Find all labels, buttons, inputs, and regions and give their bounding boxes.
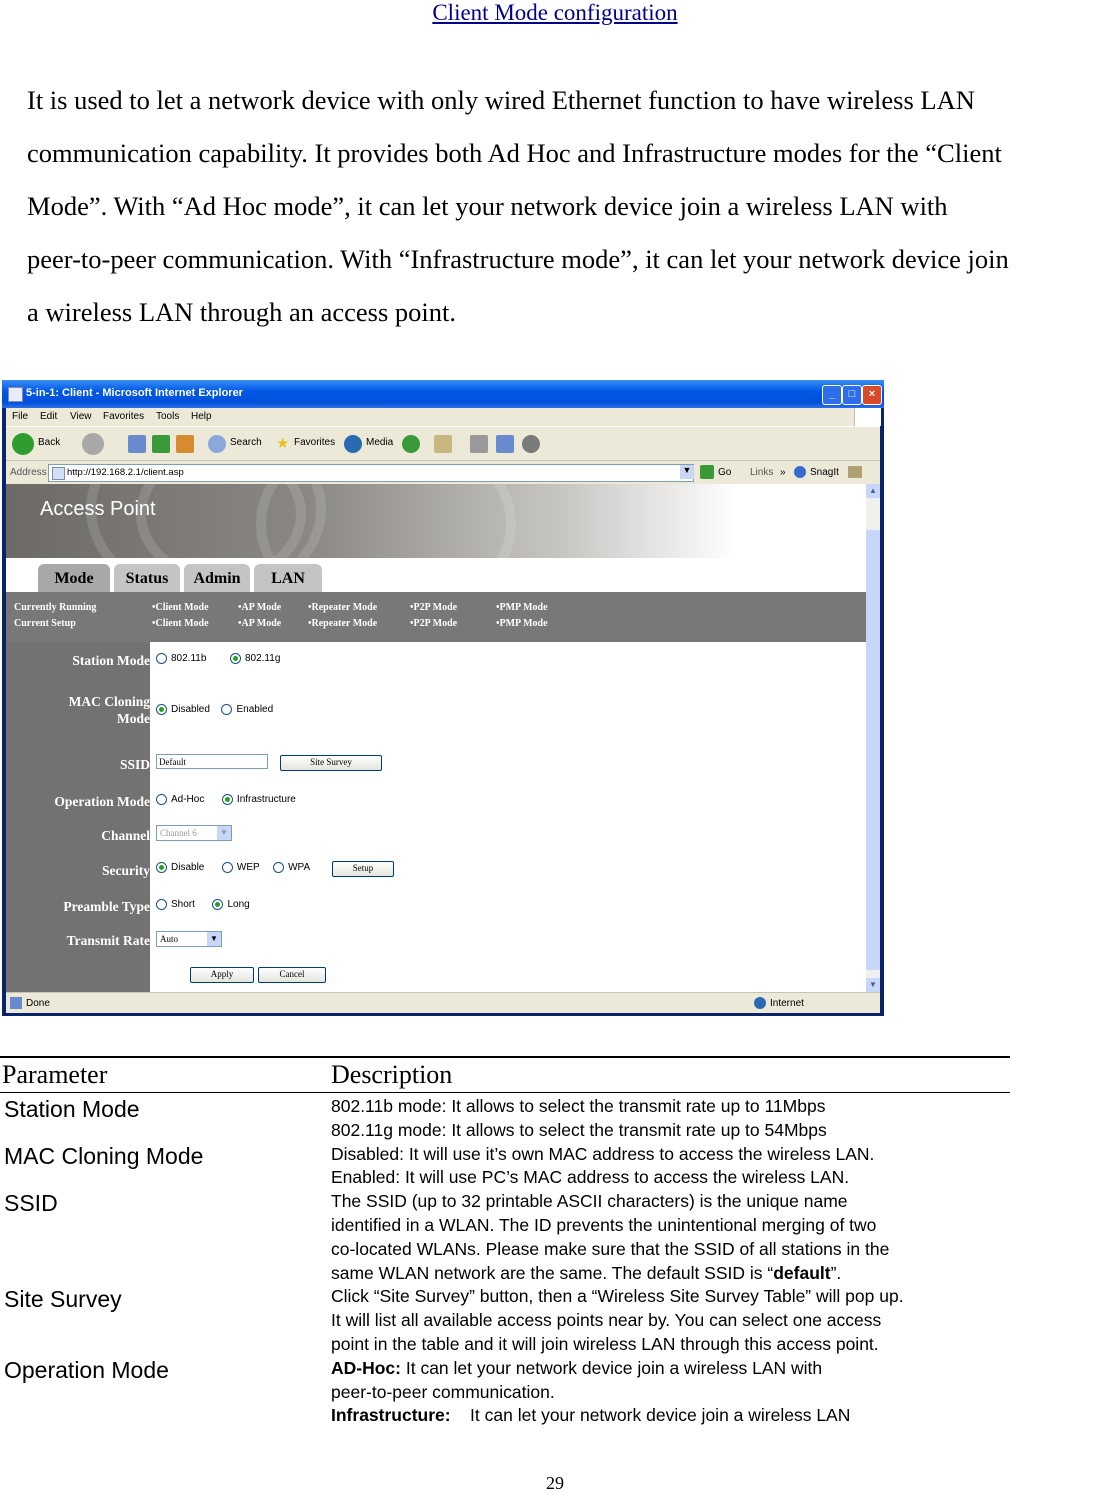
title-bar <box>2 380 884 408</box>
search-label[interactable]: Search <box>230 437 262 448</box>
site-survey-button[interactable]: Site Survey <box>280 755 382 771</box>
menu-favorites[interactable]: Favorites <box>103 411 145 422</box>
running-mode: •AP Mode <box>238 602 282 613</box>
station-mode-label: Station Mode <box>72 653 150 668</box>
desc-line: 802.11g mode: It allows to select the transmit rate up to 54Mbps <box>331 1119 827 1140</box>
radio-wep[interactable] <box>222 862 233 873</box>
security-label: Security <box>102 863 150 878</box>
window-title: 5-in-1: Client - Microsoft Internet Explorer <box>26 387 243 399</box>
transmit-rate-label: Transmit Rate <box>66 933 150 948</box>
ssid-input[interactable]: Default <box>156 754 268 769</box>
page-content <box>6 484 866 992</box>
capture-icon[interactable] <box>848 466 862 478</box>
favorites-label[interactable]: Favorites <box>294 437 336 448</box>
preamble-options <box>156 899 250 910</box>
chevron-right-icon[interactable]: » <box>780 467 786 478</box>
option-label: 802.11b <box>171 653 207 665</box>
column-header-description: Description <box>331 1060 453 1089</box>
desc-text: ”. <box>830 1262 842 1283</box>
desc-line: The SSID (up to 32 printable ASCII characters) is the unique name <box>331 1191 848 1212</box>
stop-icon[interactable] <box>128 435 146 453</box>
desc-line <box>331 1357 1021 1381</box>
tab-lan[interactable]: LAN <box>254 564 322 592</box>
logo: Access Point <box>40 498 156 520</box>
desc-line <box>331 1404 1021 1428</box>
print-icon[interactable] <box>470 435 488 453</box>
favorites-icon[interactable]: ★ <box>276 435 290 452</box>
radio-disable[interactable] <box>156 862 167 873</box>
back-icon[interactable] <box>12 433 34 455</box>
current-setup-label: Current Setup <box>14 618 76 629</box>
desc-text: It can let your network device join a wireless LAN <box>450 1405 851 1426</box>
desc-line: Click “Site Survey” button, then a “Wireless Site Survey Table” will pop up. <box>331 1286 904 1307</box>
zone-text: Internet <box>770 998 804 1009</box>
apply-button[interactable]: Apply <box>190 967 254 983</box>
option-label: 802.11g <box>244 653 281 665</box>
radio-short[interactable] <box>156 899 167 910</box>
address-bar <box>6 460 880 485</box>
radio-infrastructure[interactable] <box>222 794 233 805</box>
menu-help[interactable]: Help <box>191 411 212 422</box>
desc-line: Enabled: It will use PC’s MAC address to access the wireless LAN. <box>331 1167 850 1188</box>
desc-line: point in the table and it will join wireless LAN through this access point. <box>331 1333 879 1354</box>
setup-mode: •AP Mode <box>238 618 282 629</box>
currently-running-label: Currently Running <box>14 602 97 613</box>
section-title: Client Mode configuration <box>432 0 678 25</box>
option-label: Long <box>227 899 250 911</box>
address-input[interactable] <box>48 464 694 482</box>
menu-bar <box>6 408 880 426</box>
desc-text: same WLAN network are the same. The default SSID is “ <box>331 1262 774 1283</box>
globe-icon <box>754 997 766 1009</box>
operation-mode-options <box>156 794 296 805</box>
intro-paragraph <box>27 74 1097 339</box>
menu-file[interactable]: File <box>12 411 29 422</box>
param-name: MAC Cloning Mode <box>4 1143 204 1169</box>
mode-status-bar <box>6 592 866 642</box>
address-value: http://192.168.2.1/client.asp <box>67 467 184 478</box>
menu-edit[interactable]: Edit <box>40 411 58 422</box>
mail-icon[interactable] <box>434 435 452 453</box>
setup-mode: •PMP Mode <box>496 618 548 629</box>
snagit-icon[interactable] <box>794 466 806 478</box>
snagit-label[interactable]: SnagIt <box>810 467 839 478</box>
radio-enabled[interactable] <box>221 704 232 715</box>
mac-cloning-options <box>156 704 273 715</box>
page-done-icon <box>10 997 22 1009</box>
desc-line: 802.11b mode: It allows to select the transmit rate up to 11Mbps <box>331 1096 826 1116</box>
back-label[interactable]: Back <box>38 437 61 448</box>
intro-line: Mode”. With “Ad Hoc mode”, it can let your network device join a wireless LAN with <box>27 191 948 221</box>
field-label-column <box>6 642 150 992</box>
radio-adhoc[interactable] <box>156 794 167 805</box>
intro-line: peer-to-peer communication. With “Infrastructure mode”, it can let your network device join <box>27 244 1009 274</box>
menu-tools[interactable]: Tools <box>156 411 180 422</box>
running-mode: •Client Mode <box>152 602 209 613</box>
radio-80211g[interactable] <box>230 653 241 664</box>
ie-icon <box>8 387 23 402</box>
option-label: WEP <box>236 862 260 874</box>
channel-value: Channel 6 <box>160 828 197 838</box>
page-number: 29 <box>546 1473 564 1493</box>
address-label: Address <box>10 467 47 478</box>
station-mode-options <box>156 653 280 664</box>
option-label: WPA <box>288 862 311 874</box>
toolbar <box>6 426 880 461</box>
security-setup-button[interactable]: Setup <box>332 861 394 877</box>
media-label[interactable]: Media <box>366 437 394 448</box>
page-icon <box>52 467 65 480</box>
windows-logo-icon <box>854 408 881 426</box>
status-bar <box>6 992 880 1013</box>
desc-line: peer-to-peer communication. <box>331 1381 555 1402</box>
desc-line <box>331 1262 1021 1286</box>
cancel-button[interactable]: Cancel <box>258 967 326 983</box>
intro-line: a wireless LAN through an access point. <box>27 297 457 327</box>
scroll-thumb[interactable] <box>866 530 880 970</box>
channel-label: Channel <box>101 828 150 843</box>
scroll-up-icon[interactable]: ▲ <box>866 484 880 498</box>
mac-cloning-label: MAC Cloning <box>68 694 150 709</box>
option-label: Disabled <box>171 704 210 716</box>
edit-icon[interactable] <box>496 435 514 453</box>
radio-long[interactable] <box>212 899 223 910</box>
security-options <box>156 862 310 873</box>
menu-view[interactable]: View <box>70 411 92 422</box>
messenger-icon[interactable] <box>522 435 540 453</box>
intro-line: communication capability. It provides both Ad Hoc and Infrastructure modes for the “Client <box>27 138 1002 168</box>
status-text: Done <box>26 998 50 1009</box>
option-label: Ad-Hoc <box>171 794 205 806</box>
option-label: Infrastructure <box>236 794 296 806</box>
param-name: Site Survey <box>4 1286 122 1312</box>
running-mode: •P2P Mode <box>410 602 458 613</box>
setup-mode: •P2P Mode <box>410 618 458 629</box>
description-block <box>331 1095 1021 1428</box>
running-mode: •Repeater Mode <box>308 602 378 613</box>
mac-cloning-label-2: Mode <box>117 711 150 726</box>
setup-mode: •Repeater Mode <box>308 618 378 629</box>
scroll-down-icon[interactable]: ▼ <box>866 978 880 992</box>
go-label[interactable]: Go <box>718 467 732 478</box>
column-header-parameter: Parameter <box>2 1060 108 1089</box>
chevron-down-icon: ▼ <box>217 826 231 840</box>
desc-line: Disabled: It will use it’s own MAC address to access the wireless LAN. <box>331 1143 875 1164</box>
close-button[interactable]: × <box>862 385 882 405</box>
desc-line: co-located WLANs. Please make sure that the SSID of all stations in the <box>331 1238 890 1259</box>
radio-80211b[interactable] <box>156 653 167 664</box>
preamble-label: Preamble Type <box>63 899 150 914</box>
intro-line: It is used to let a network device with only wired Ethernet function to have wireless LAN <box>27 85 975 115</box>
search-icon[interactable] <box>208 435 226 453</box>
running-mode: •PMP Mode <box>496 602 548 613</box>
desc-bold: default <box>773 1262 831 1283</box>
forward-icon[interactable] <box>82 433 104 455</box>
param-name: SSID <box>4 1190 58 1216</box>
desc-line: identified in a WLAN. The ID prevents the unintentional merging of two <box>331 1214 877 1235</box>
browser-window <box>2 380 884 1016</box>
desc-text: It can let your network device join a wireless LAN with <box>401 1357 823 1378</box>
media-icon[interactable] <box>344 435 362 453</box>
param-name: Operation Mode <box>4 1357 169 1383</box>
address-dropdown-icon[interactable]: ▼ <box>680 465 694 479</box>
desc-bold: AD-Hoc: <box>331 1357 401 1378</box>
home-icon[interactable] <box>176 435 194 453</box>
channel-select[interactable] <box>156 825 232 841</box>
tab-mode[interactable]: Mode <box>38 564 110 592</box>
option-label: Enabled <box>236 704 274 716</box>
tab-status[interactable]: Status <box>114 564 180 592</box>
radio-disabled[interactable] <box>156 704 167 715</box>
option-label: Disable <box>171 862 205 874</box>
tab-admin[interactable]: Admin <box>184 564 250 592</box>
transmit-rate-select[interactable] <box>156 931 222 947</box>
operation-mode-label: Operation Mode <box>54 794 150 809</box>
refresh-icon[interactable] <box>152 435 170 453</box>
table-header-rule <box>0 1092 1010 1093</box>
history-icon[interactable] <box>402 435 420 453</box>
ssid-label: SSID <box>119 757 150 772</box>
radio-wpa[interactable] <box>273 862 284 873</box>
transmit-rate-value: Auto <box>160 934 178 944</box>
chevron-down-icon: ▼ <box>207 932 221 946</box>
minimize-button[interactable]: _ <box>822 385 842 405</box>
maximize-button[interactable]: □ <box>842 385 862 405</box>
go-icon[interactable] <box>700 465 714 479</box>
param-name: Station Mode <box>4 1096 140 1122</box>
banner <box>6 484 866 558</box>
scrollbar[interactable] <box>866 484 880 992</box>
option-label: Short <box>171 899 195 911</box>
table-top-rule <box>0 1056 1010 1058</box>
desc-bold: Infrastructure: <box>331 1405 451 1426</box>
setup-mode: •Client Mode <box>152 618 209 629</box>
links-label[interactable]: Links <box>750 467 774 478</box>
desc-line: It will list all available access points near by. You can select one access <box>331 1310 882 1331</box>
